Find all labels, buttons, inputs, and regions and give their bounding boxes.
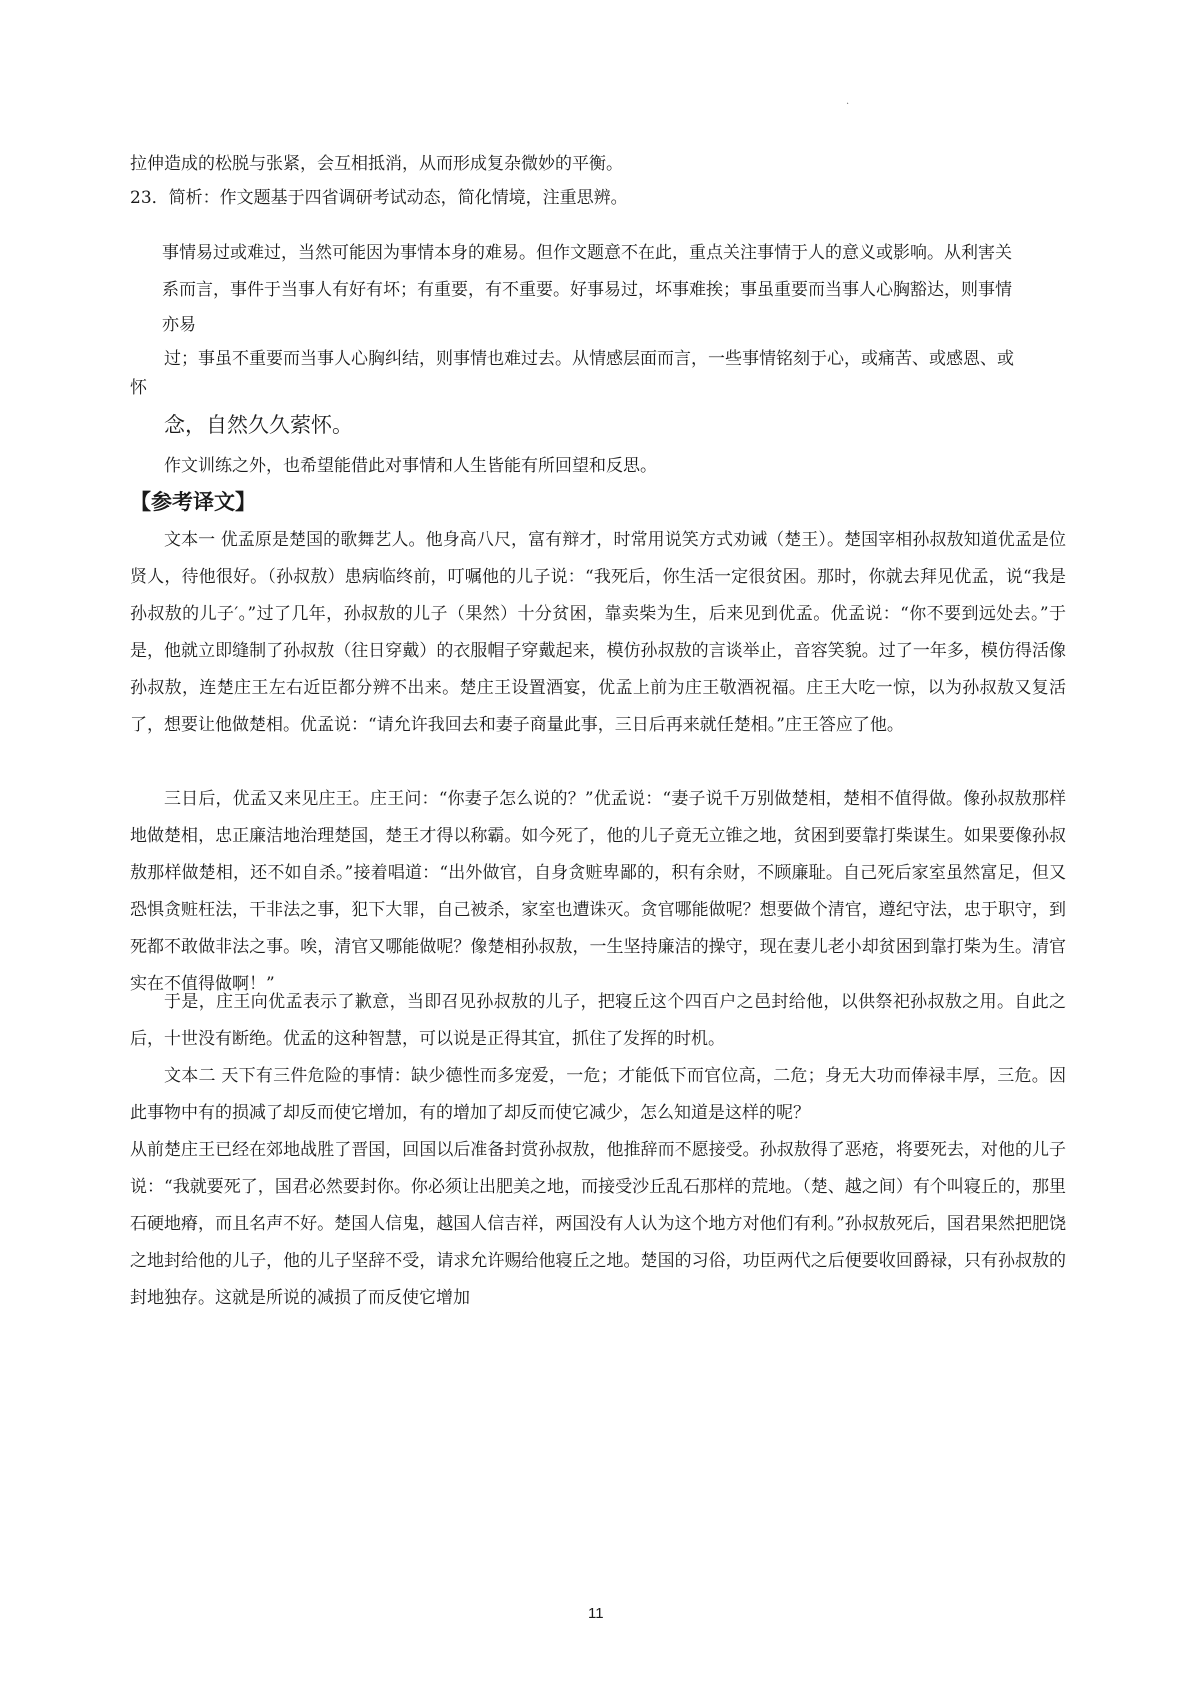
paragraph: 文本一 优孟原是楚国的歌舞艺人。他身高八尺，富有辩才，时常用说笑方式劝诫（楚王）。楚国宰相孙叔敖知道优孟是位贤人，待他很好。（孙叔敖）患病临终前，叮嘱他的儿子说：“我死后，你生活一定很贫困。那时，你就去拜见优孟，说“我是孙叔敖的儿子′。”过了几年，孙叔敖的儿子（果然）十分贫困，靠卖柴为生，后来见到优孟。优孟说：“你不要到远处去。”于是，他就立即缝制了孙叔敖（往日穿戴）的衣服帽子穿戴起来，模仿孙叔敖的言谈举止，音容笑貌。过了一年多，模仿得活像孙叔敖，连楚庄王左右近臣都分辨不出来。楚庄王设置酒宴，优孟上前为庄王敬酒祝福。庄王大吃一惊，以为孙叔敖又复活了，想要让他做楚相。优孟说：“请允许我回去和妻子商量此事，三日后再来就任楚相。”庄王答应了他。 xyxy=(130,530,1066,735)
top-mark: . xyxy=(846,96,850,107)
paragraph: 文本二 天下有三件危险的事情：缺少德性而多宠爱，一危；才能低下而官位高，二危；身无大功而俸禄丰厚，三危。因此事物中有的损减了却反而使它增加，有的增加了却反而使它减少，怎么知道是这样的呢？ xyxy=(130,1066,1066,1123)
text-line: 过；事虽不重要而当事人心胸纠结，则事情也难过去。从情感层面而言，一些事情铭刻于心，或痛苦、或感恩、或 xyxy=(164,349,1014,369)
paragraph: 于是，庄王向优孟表示了歉意，当即召见孙叔敖的儿子，把寝丘这个四百户之邑封给他，以供祭祀孙叔敖之用。自此之后，十世没有断绝。优孟的这种智慧，可以说是正得其宜，抓住了发挥的时机。 xyxy=(130,992,1066,1049)
text-line: 亦易 xyxy=(162,315,196,335)
text-line: 系而言，事件于当事人有好有坏；有重要，有不重要。好事易过，坏事难挨；事虽重要而当事人心胸豁达，则事情 xyxy=(162,280,1012,300)
text-line: 怀 xyxy=(130,378,147,398)
text-line-large: 念，自然久久萦怀。 xyxy=(164,413,353,437)
text-line: 23．简析：作文题基于四省调研考试动态，简化情境，注重思辨。 xyxy=(130,188,628,208)
text-line: 作文训练之外，也希望能借此对事情和人生皆能有所回望和反思。 xyxy=(164,456,657,476)
page-number: 11 xyxy=(588,1605,604,1622)
paragraph: 从前楚庄王已经在郊地战胜了晋国，回国以后准备封赏孙叔敖，他推辞而不愿接受。孙叔敖得了恶疮，将要死去，对他的儿子说：“我就要死了，国君必然要封你。你必须让出肥美之地，而接受沙丘乱石那样的荒地。（楚、越之间）有个叫寝丘的，那里石硬地瘠，而且名声不好。楚国人信鬼，越国人信吉祥，两国没有人认为这个地方对他们有利。”孙叔敖死后，国君果然把肥饶之地封给他的儿子，他的儿子坚辞不受，请求允许赐给他寝丘之地。楚国的习俗，功臣两代之后便要收回爵禄，只有孙叔敖的封地独存。这就是所说的减损了而反使它增加 xyxy=(130,1140,1066,1308)
text-line: 拉伸造成的松脱与张紧，会互相抵消，从而形成复杂微妙的平衡。 xyxy=(130,154,623,174)
paragraph: 三日后，优孟又来见庄王。庄王问：“你妻子怎么说的？”优孟说：“妻子说千万别做楚相，楚相不值得做。像孙叔敖那样地做楚相，忠正廉洁地治理楚国，楚王才得以称霸。如今死了，他的儿子竟无立锥之地，贫困到要靠打柴谋生。如果要像孙叔敖那样做楚相，还不如自杀。”接着唱道：“出外做官，自身贪赃卑鄙的，积有余财，不顾廉耻。自己死后家室虽然富足，但又恐惧贪赃枉法，干非法之事，犯下大罪，自己被杀，家室也遭诛灭。贪官哪能做呢？想要做个清官，遵纪守法，忠于职守，到死都不敢做非法之事。唉，清官又哪能做呢？像楚相孙叔敖，一生坚持廉洁的操守，现在妻儿老小却贫困到靠打柴为生。清官实在不值得做啊！” xyxy=(130,789,1066,994)
section-heading: 【参考译文】 xyxy=(130,489,256,514)
text-line: 事情易过或难过，当然可能因为事情本身的难易。但作文题意不在此，重点关注事情于人的意义或影响。从利害关 xyxy=(162,243,1012,263)
